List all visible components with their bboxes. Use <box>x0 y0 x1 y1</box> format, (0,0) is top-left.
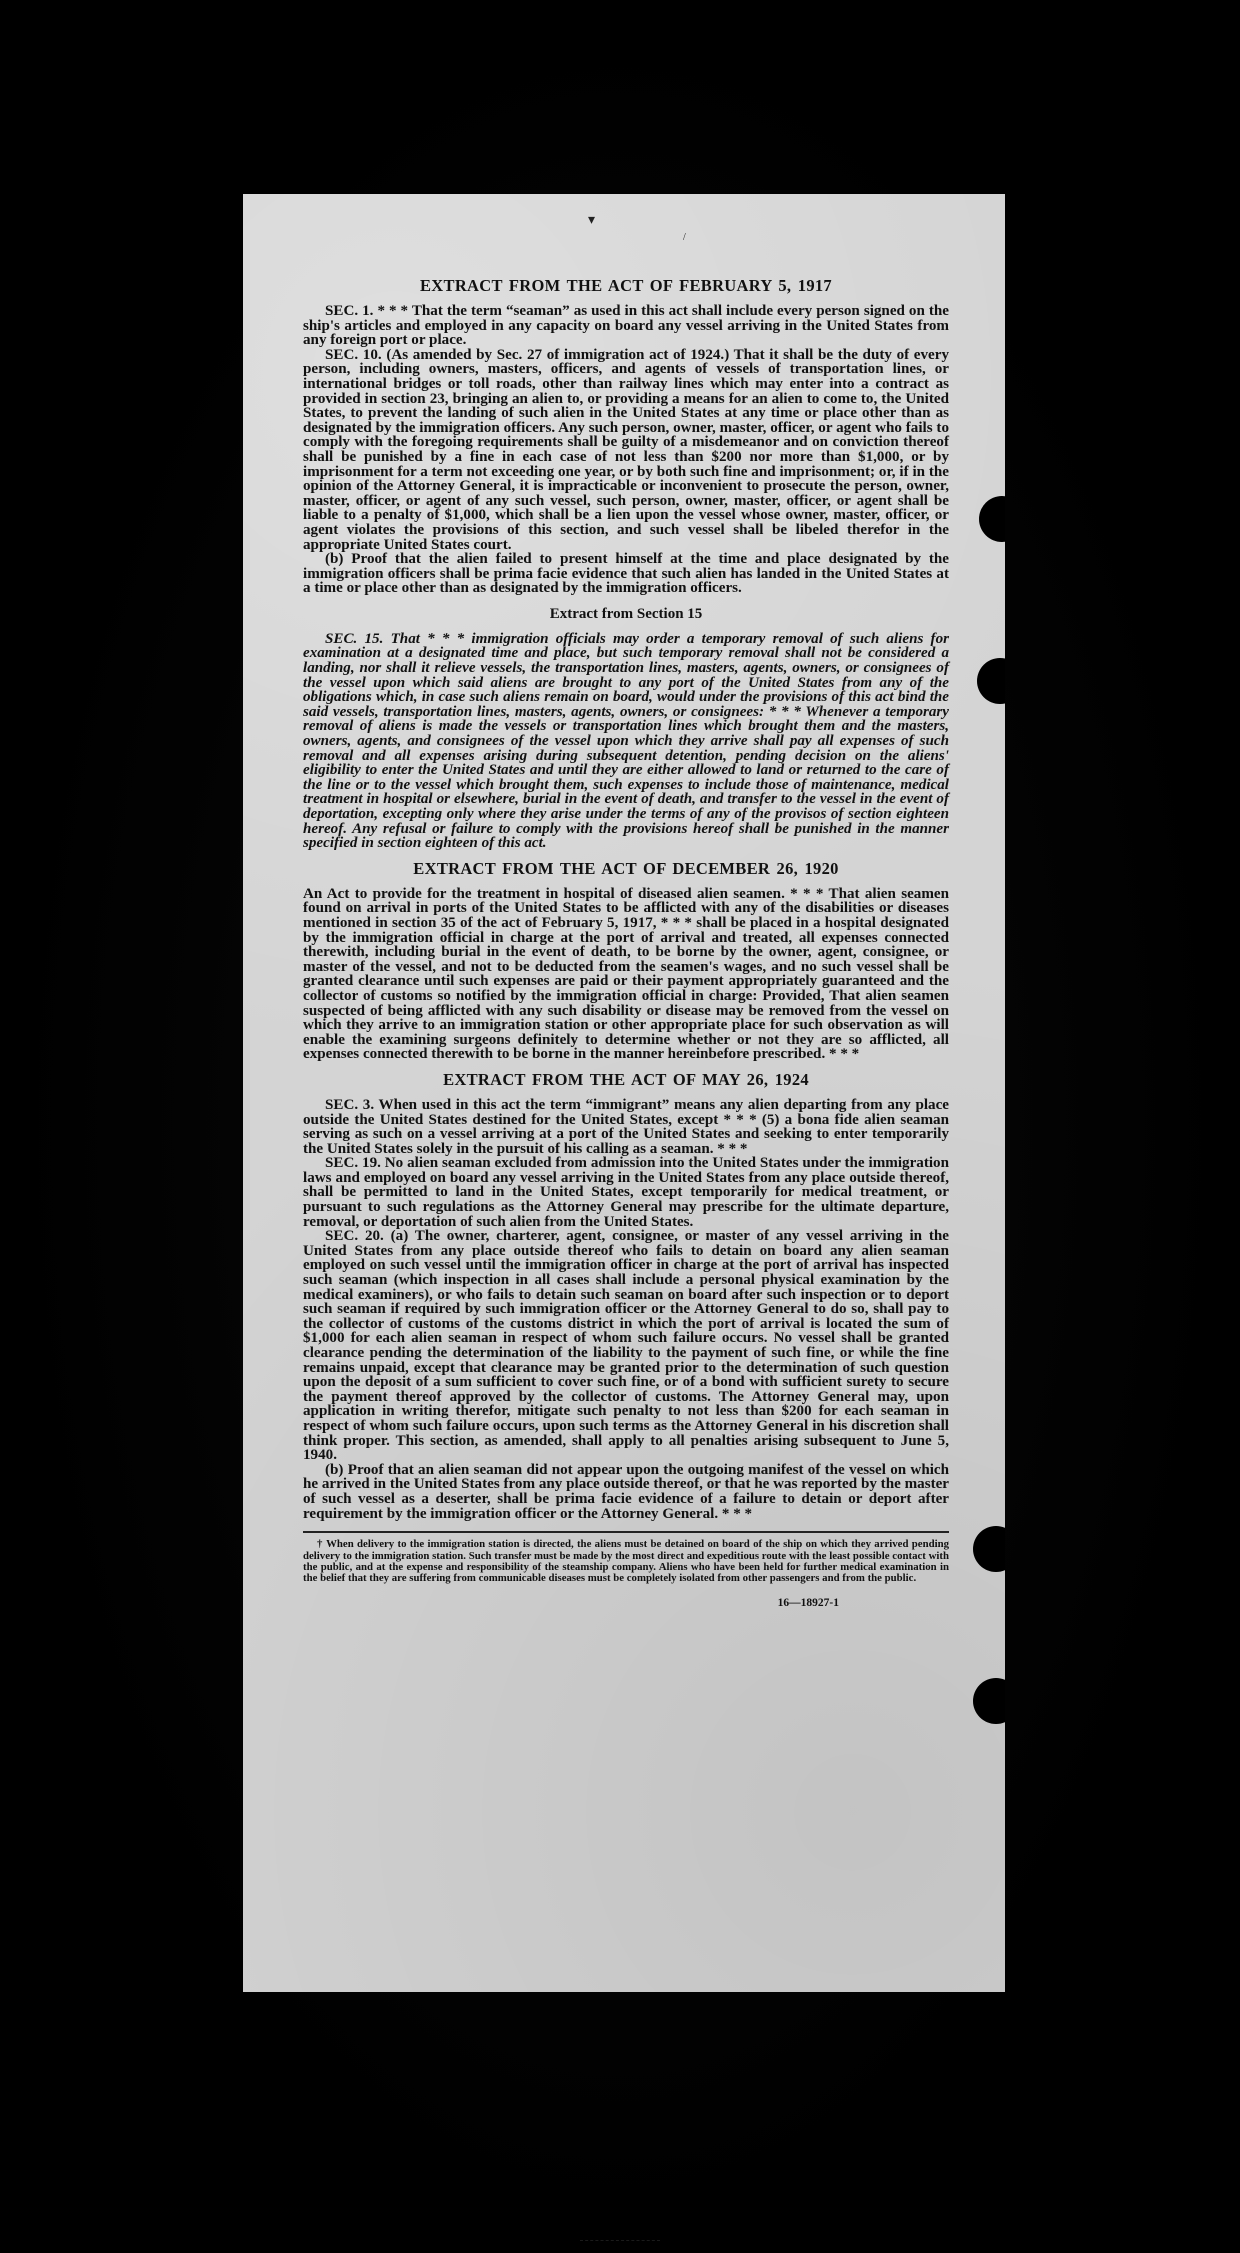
section-paragraph: SEC. 10. (As amended by Sec. 27 of immigration act of 1924.) That it shall be the duty of every person, including owners, masters, officers, and agents of vessels of transportation lines, or international bridges or toll roads, other than railway lines which may enter into a contract as provided in section 23, bringing an alien to, or providing a means for an alien to come to, the United States, to prevent the landing of such alien in the United States at any time or place other than as designated by the immigration officers. Any such person, owner, master, officer, or agent who fails to comply with the foregoing requirements shall be guilty of a misdemeanor and on conviction thereof shall be punished by a fine in each case of not less than $200 nor more than $1,000, or by imprisonment for a term not exceeding one year, or by both such fine and imprisonment; or, if in the opinion of the Attorney General, it is impracticable or inconvenient to prosecute the person, owner, master, officer, or agent of any such vessel, such person, owner, master, officer, or agent shall be liable to a penalty of $1,000, which shall be a lien upon the vessel whose owner, master, officer, or agent violates the provisions of this section, and such vessel shall be libeled therefor in the appropriate United States court. <box>303 346 949 553</box>
section-paragraph: (b) Proof that the alien failed to present himself at the time and place designated by the immigration officers shall be prima facie evidence that such alien has landed in the United States at a time or place other than as designated by the immigration officers. <box>303 551 949 597</box>
section-heading: EXTRACT FROM THE ACT OF MAY 26, 1924 <box>443 1069 809 1089</box>
form-number: 16—18927-1 <box>777 1596 839 1609</box>
section-paragraph: SEC. 20. (a) The owner, charterer, agent, consignee, or master of any vessel arriving in the United States from any place outside thereof who fails to detain on board any alien seaman employed on such vessel until the immigration officer in charge at the port of arrival has inspected such seaman (which inspection in all cases shall include a personal physical examination by the medical examiners), or who fails to detain such seaman on board after such inspection or to deport such seaman if required by such immigration officer or the Attorney General to do so, shall pay to the collector of customs of the customs district in which the port of arrival is located the sum of $1,000 for each alien seaman in respect of whom such failure occurs. No vessel shall be granted clearance pending the determination of the liability to the payment of such fine, or while the fine remains unpaid, except that clearance may be granted prior to the determination of such question upon the deposit of a sum sufficient to cover such fine, or of a bond with sufficient surety to secure the payment thereof approved by the collector of customs. The Attorney General may, upon application in writing therefor, mitigate such penalty to not less than $200 for each seaman in respect of whom such failure occurs, upon such terms as the Attorney General in his discretion shall think proper. This section, as amended, shall apply to all penalties arising subsequent to June 5, 1940. <box>303 1228 949 1464</box>
section-paragraph: SEC. 15. That * * * immigration officials may order a temporary removal of such aliens for examination at a designated time and place, but such temporary removal shall not be considered a landing, nor shall it relieve vessels, the transportation lines, masters, agents, owners, or consignees of the vessel upon which said aliens are brought to any port of the United States from any of the obligations which, in case such aliens remain on board, would under the provisions of this act bind the said vessels, transportation lines, masters, agents, owners, or consignees: * * * Whenever a temporary removal of aliens is made the vessels or transportation lines which brought them and the masters, owners, agents, and consignees of the vessel upon which they arrive shall pay all expenses of such removal and all expenses arising during subsequent detention, pending decision on the aliens' eligibility to enter the United States and until they are either allowed to land or returned to the care of the line or to the vessel which brought them, such expenses to include those of maintenance, medical treatment in hospital or elsewhere, burial in the event of death, and transfer to the vessel in the event of deportation, excepting only where they arise under the terms of any of the provisos of section eighteen hereof. Any refusal or failure to comply with the provisions hereof shall be punished in the manner specified in section eighteen of this act. <box>303 630 949 852</box>
section-paragraph: An Act to provide for the treatment in hospital of diseased alien seamen. * * * That alien seamen found on arrival in ports of the United States to be afflicted with any of the disabilities or diseases mentioned in section 35 of the act of February 5, 1917, * * * shall be placed in a hospital designated by the immigration official in charge at the port of arrival and treated, all expenses connected therewith, including burial in the event of death, to be borne by the owner, agent, consignee, or master of the vessel, and not to be deducted from the seamen's wages, and no such vessel shall be granted clearance until such expenses are paid or their payment appropriately guaranteed and the collector of customs so notified by the immigration official in charge: Provided, That alien seamen suspected of being afflicted with any such disability or disease may be removed from the vessel on which they arrive to an immigration station or other appropriate place for such observation as will enable the examining surgeons definitely to determine whether or not they are so afflicted, all expenses connected therewith to be borne in the manner hereinbefore prescribed. * * * <box>303 885 949 1063</box>
punch-hole <box>973 1678 1005 1724</box>
document-page <box>243 194 1005 1992</box>
scan-artifact <box>580 2210 660 2241</box>
section-heading: EXTRACT FROM THE ACT OF FEBRUARY 5, 1917 <box>420 276 832 295</box>
section-paragraph: SEC. 3. When used in this act the term “immigrant” means any alien departing from any place outside the United States destined for the United States, except * * * (5) a bona fide alien seaman serving as such on a vessel arriving at a port of the United States and seeking to enter temporarily the United States solely in the pursuit of his calling as a seaman. * * * <box>303 1096 949 1157</box>
section-act-feb-1917 <box>303 276 949 596</box>
punch-hole <box>979 496 1005 542</box>
section-heading: Extract from Section 15 <box>549 605 703 622</box>
divider <box>303 1531 949 1533</box>
section-heading: EXTRACT FROM THE ACT OF DECEMBER 26, 1920 <box>413 858 839 878</box>
section-act-dec-1920 <box>303 859 949 1062</box>
section-paragraph: SEC. 1. * * * That the term “seaman” as used in this act shall include every person signed on the ship's articles and employed in any capacity on board any vessel arriving in the United States from any foreign port or place. <box>303 303 949 349</box>
section-paragraph: SEC. 19. No alien seaman excluded from admission into the United States under the immigration laws and employed on board any vessel arriving in the United States from any place outside thereof, shall be permitted to land in the United States, except temporarily for medical treatment, or pursuant to such regulations as the Attorney General may prescribe for the ultimate departure, removal, or deportation of such alien from the United States. <box>303 1155 949 1230</box>
punch-hole <box>973 1526 1005 1572</box>
scan-mark: ▾ <box>588 213 596 228</box>
scan-mark: / <box>683 232 686 243</box>
footnote: † When delivery to the immigration station is directed, the aliens must be detained on board of the ship on which they arrived pending delivery to the immigration station. Such transfer must be made by the most direct and expeditious route with the least possible contact with the public, and at the expense and responsibility of the steamship company. Aliens who have been held for further medical examination in the belief that they are suffering from communicable diseases must be completely isolated from other passengers and from the public. <box>303 1538 949 1585</box>
section-paragraph: (b) Proof that an alien seaman did not appear upon the outgoing manifest of the vessel on which he arrived in the United States from any place outside thereof, or that he was reported by the master of such vessel as a deserter, shall be prima facie evidence of a failure to detain or deport after requirement by the immigration officer or the Attorney General. * * * <box>303 1461 949 1522</box>
section-act-may-1924 <box>303 1070 949 1521</box>
punch-hole <box>977 658 1005 704</box>
section-extract-15 <box>303 606 949 851</box>
